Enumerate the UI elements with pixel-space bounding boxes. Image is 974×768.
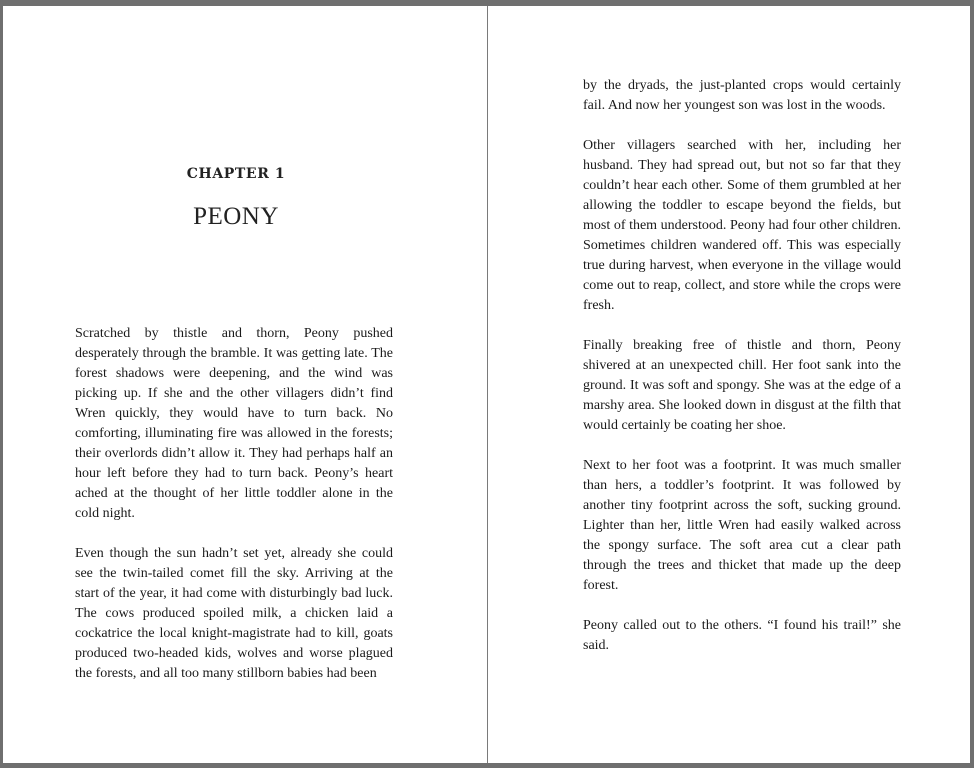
paragraph: Next to her foot was a footprint. It was much smaller than hers, a toddler’s footprint. It was followed by another tiny footprint across the soft, sucking ground. Lighter than her, little Wren had easily walked across the spongy surface. The soft area cut a clear path through the trees and thicket that made up the deep forest. — [583, 458, 901, 593]
paragraph: Even though the sun hadn’t set yet, already she could see the twin-tailed comet fill the sky. Arriving at the start of the year, it had come with disturbingly bad luck. The cows produced spoiled milk, a chicken laid a cockatrice the local knight-magistrate had to kill, goats produced two-headed kids, wolves and worse plagued the forests, and all too many stillborn babies had been — [75, 546, 393, 681]
right-page — [488, 6, 970, 763]
paragraph: Peony called out to the others. “I found his trail!” she said. — [583, 618, 901, 653]
paragraph: Finally breaking free of thistle and thorn, Peony shivered at an unexpected chill. Her foot sank into the ground. It was soft and spongy. She was at the edge of a marshy area. She looked down in disgust at the filth that would certainly be coating her shoe. — [583, 338, 901, 433]
chapter-title: PEONY — [193, 203, 279, 230]
right-page-text — [583, 76, 901, 676]
paragraph: Scratched by thistle and thorn, Peony pushed desperately through the bramble. It was getting late. The forest shadows were deepening, and the wind was picking up. If she and the other villagers didn’t find Wren quickly, they would have to turn back. No comforting, illuminating fire was allowed in the forests; their overlords didn’t allow it. They had perhaps half an hour left before they had to turn back. Peony’s heart ached at the thought of her little toddler alone in the cold night. — [75, 326, 393, 521]
left-page — [3, 6, 487, 763]
paragraph: Other villagers searched with her, including her husband. They had spread out, but not so far that they couldn’t hear each other. Some of them grumbled at her allowing the toddler to escape beyond the fields, but most of them understood. Peony had four other children. Sometimes children wandered off. This was especially true during harvest, when everyone in the village would come out to reap, collect, and store while the crops were fresh. — [583, 138, 901, 313]
left-page-text — [75, 324, 393, 704]
chapter-label: CHAPTER 1 — [186, 166, 286, 182]
paragraph: by the dryads, the just-planted crops would certainly fail. And now her youngest son was lost in the woods. — [583, 78, 901, 113]
